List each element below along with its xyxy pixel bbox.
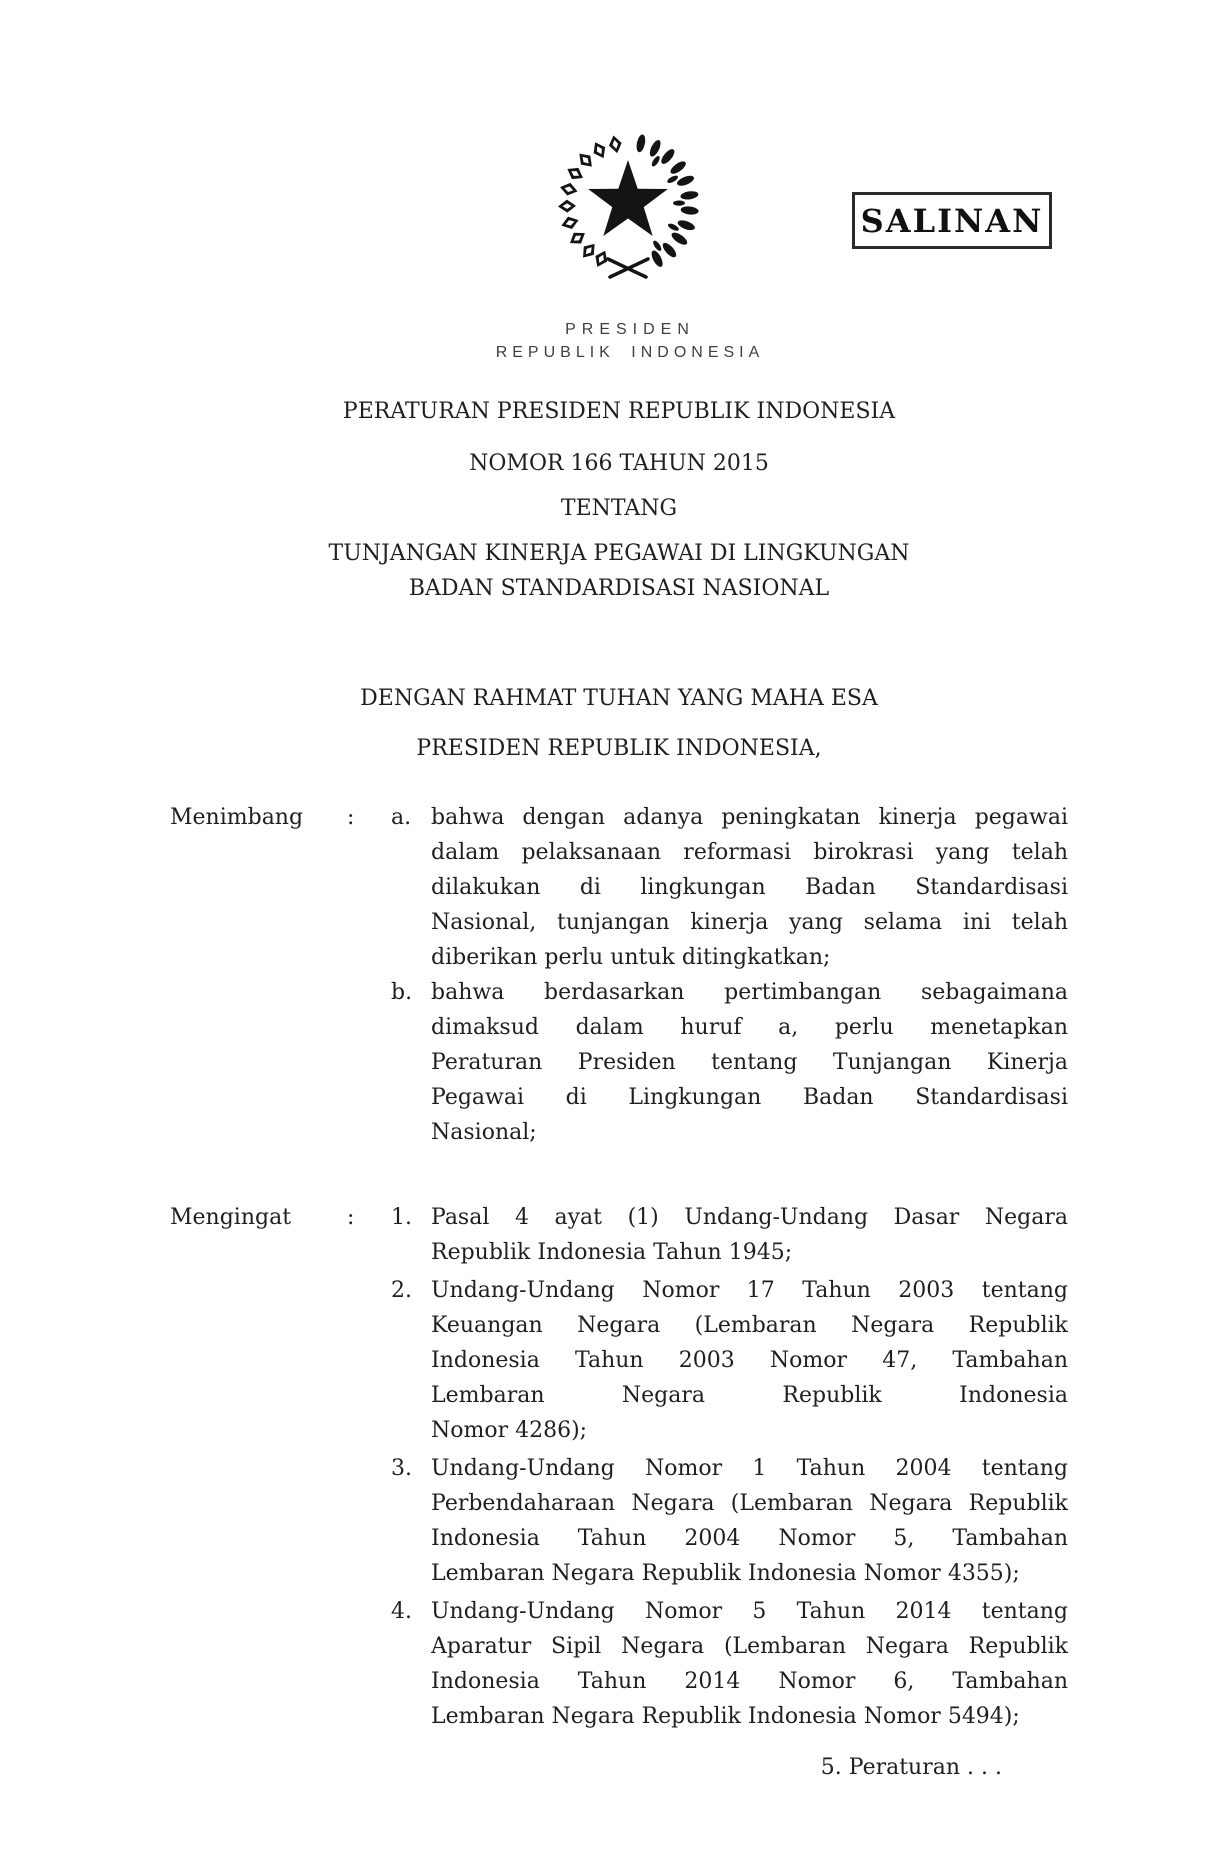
item-text — [431, 975, 1068, 1150]
recalling-item-4 — [391, 1594, 1068, 1734]
salinan-stamp-label: SALINAN — [860, 201, 1044, 240]
item-line: bahwa berdasarkan pertimbangan sebagaimana — [431, 980, 1068, 1005]
item-line: Pasal 4 ayat (1) Undang-Undang Dasar Negara — [431, 1205, 1068, 1230]
item-line: Lembaran Negara Republik Indonesia — [431, 1383, 1068, 1408]
item-line: dilakukan di lingkungan Badan Standardisasi — [431, 875, 1068, 900]
item-line: Nasional; — [431, 1120, 537, 1145]
item-text — [431, 1594, 1068, 1734]
item-line: Republik Indonesia Tahun 1945; — [431, 1240, 793, 1265]
considering-item-a — [391, 800, 1068, 975]
item-marker: 3. — [391, 1456, 412, 1481]
item-line: Perbendaharaan Negara (Lembaran Negara Republik — [431, 1491, 1068, 1516]
document-body — [170, 0, 1068, 1734]
item-marker: b. — [391, 980, 413, 1005]
recalling-item-3 — [391, 1451, 1068, 1591]
item-line: Lembaran Negara Republik Indonesia Nomor 4355); — [431, 1561, 1020, 1586]
item-line: Aparatur Sipil Negara (Lembaran Negara Republik — [431, 1634, 1068, 1659]
item-line: Pegawai di Lingkungan Badan Standardisasi — [431, 1085, 1068, 1110]
item-line: Indonesia Tahun 2014 Nomor 6, Tambahan — [431, 1669, 1068, 1694]
considering-item-b — [391, 975, 1068, 1150]
recalling-label: Mengingat — [170, 1205, 292, 1230]
catchword: 5. Peraturan . . . — [820, 1755, 1002, 1780]
item-line: dimaksud dalam huruf a, perlu menetapkan — [431, 1015, 1068, 1040]
item-line: Peraturan Presiden tentang Tunjangan Kinerja — [431, 1050, 1068, 1075]
item-text — [431, 800, 1068, 975]
considering-label: Menimbang — [170, 805, 304, 830]
recalling-item-2 — [391, 1273, 1068, 1448]
item-line: dalam pelaksanaan reformasi birokrasi yang telah — [431, 840, 1068, 865]
recalling-section — [170, 1200, 1068, 1734]
recalling-item-1 — [391, 1200, 1068, 1270]
doc-title-line-3: TENTANG — [560, 496, 678, 521]
considering-colon: : — [347, 805, 355, 830]
item-text — [431, 1273, 1068, 1448]
doc-title-line-1: PERATURAN PRESIDEN REPUBLIK INDONESIA — [342, 399, 896, 424]
letterhead-republik-indonesia: REPUBLIK INDONESIA — [495, 344, 765, 361]
item-marker: 2. — [391, 1278, 412, 1303]
item-marker: 4. — [391, 1599, 412, 1624]
item-line: Lembaran Negara Republik Indonesia Nomor 5494); — [431, 1704, 1020, 1729]
item-marker: a. — [391, 805, 412, 830]
item-line: Nasional, tunjangan kinerja yang selama ini telah — [431, 910, 1068, 935]
doc-title-line-4: TUNJANGAN KINERJA PEGAWAI DI LINGKUNGAN — [328, 541, 910, 566]
item-line: Undang-Undang Nomor 1 Tahun 2004 tentang — [431, 1456, 1068, 1481]
doc-title-line-2: NOMOR 166 TAHUN 2015 — [469, 451, 769, 476]
item-line: Keuangan Negara (Lembaran Negara Republik — [431, 1313, 1068, 1338]
letterhead-presiden: PRESIDEN — [565, 321, 695, 338]
doc-title-line-5: BADAN STANDARDISASI NASIONAL — [408, 576, 830, 601]
considering-section — [170, 800, 1068, 1150]
item-text — [431, 1451, 1068, 1591]
item-marker: 1. — [391, 1205, 412, 1230]
item-line: Indonesia Tahun 2004 Nomor 5, Tambahan — [431, 1526, 1068, 1551]
item-line: bahwa dengan adanya peningkatan kinerja pegawai — [431, 805, 1068, 830]
invocation-line: DENGAN RAHMAT TUHAN YANG MAHA ESA — [360, 686, 878, 711]
item-line: diberikan perlu untuk ditingkatkan; — [431, 945, 831, 970]
item-line: Undang-Undang Nomor 17 Tahun 2003 tentang — [431, 1278, 1068, 1303]
authority-line: PRESIDEN REPUBLIK INDONESIA, — [416, 736, 822, 761]
item-line: Nomor 4286); — [431, 1418, 588, 1443]
item-text — [431, 1200, 1068, 1270]
item-line: Undang-Undang Nomor 5 Tahun 2014 tentang — [431, 1599, 1068, 1624]
item-line: Indonesia Tahun 2003 Nomor 47, Tambahan — [431, 1348, 1068, 1373]
recalling-colon: : — [347, 1205, 355, 1230]
